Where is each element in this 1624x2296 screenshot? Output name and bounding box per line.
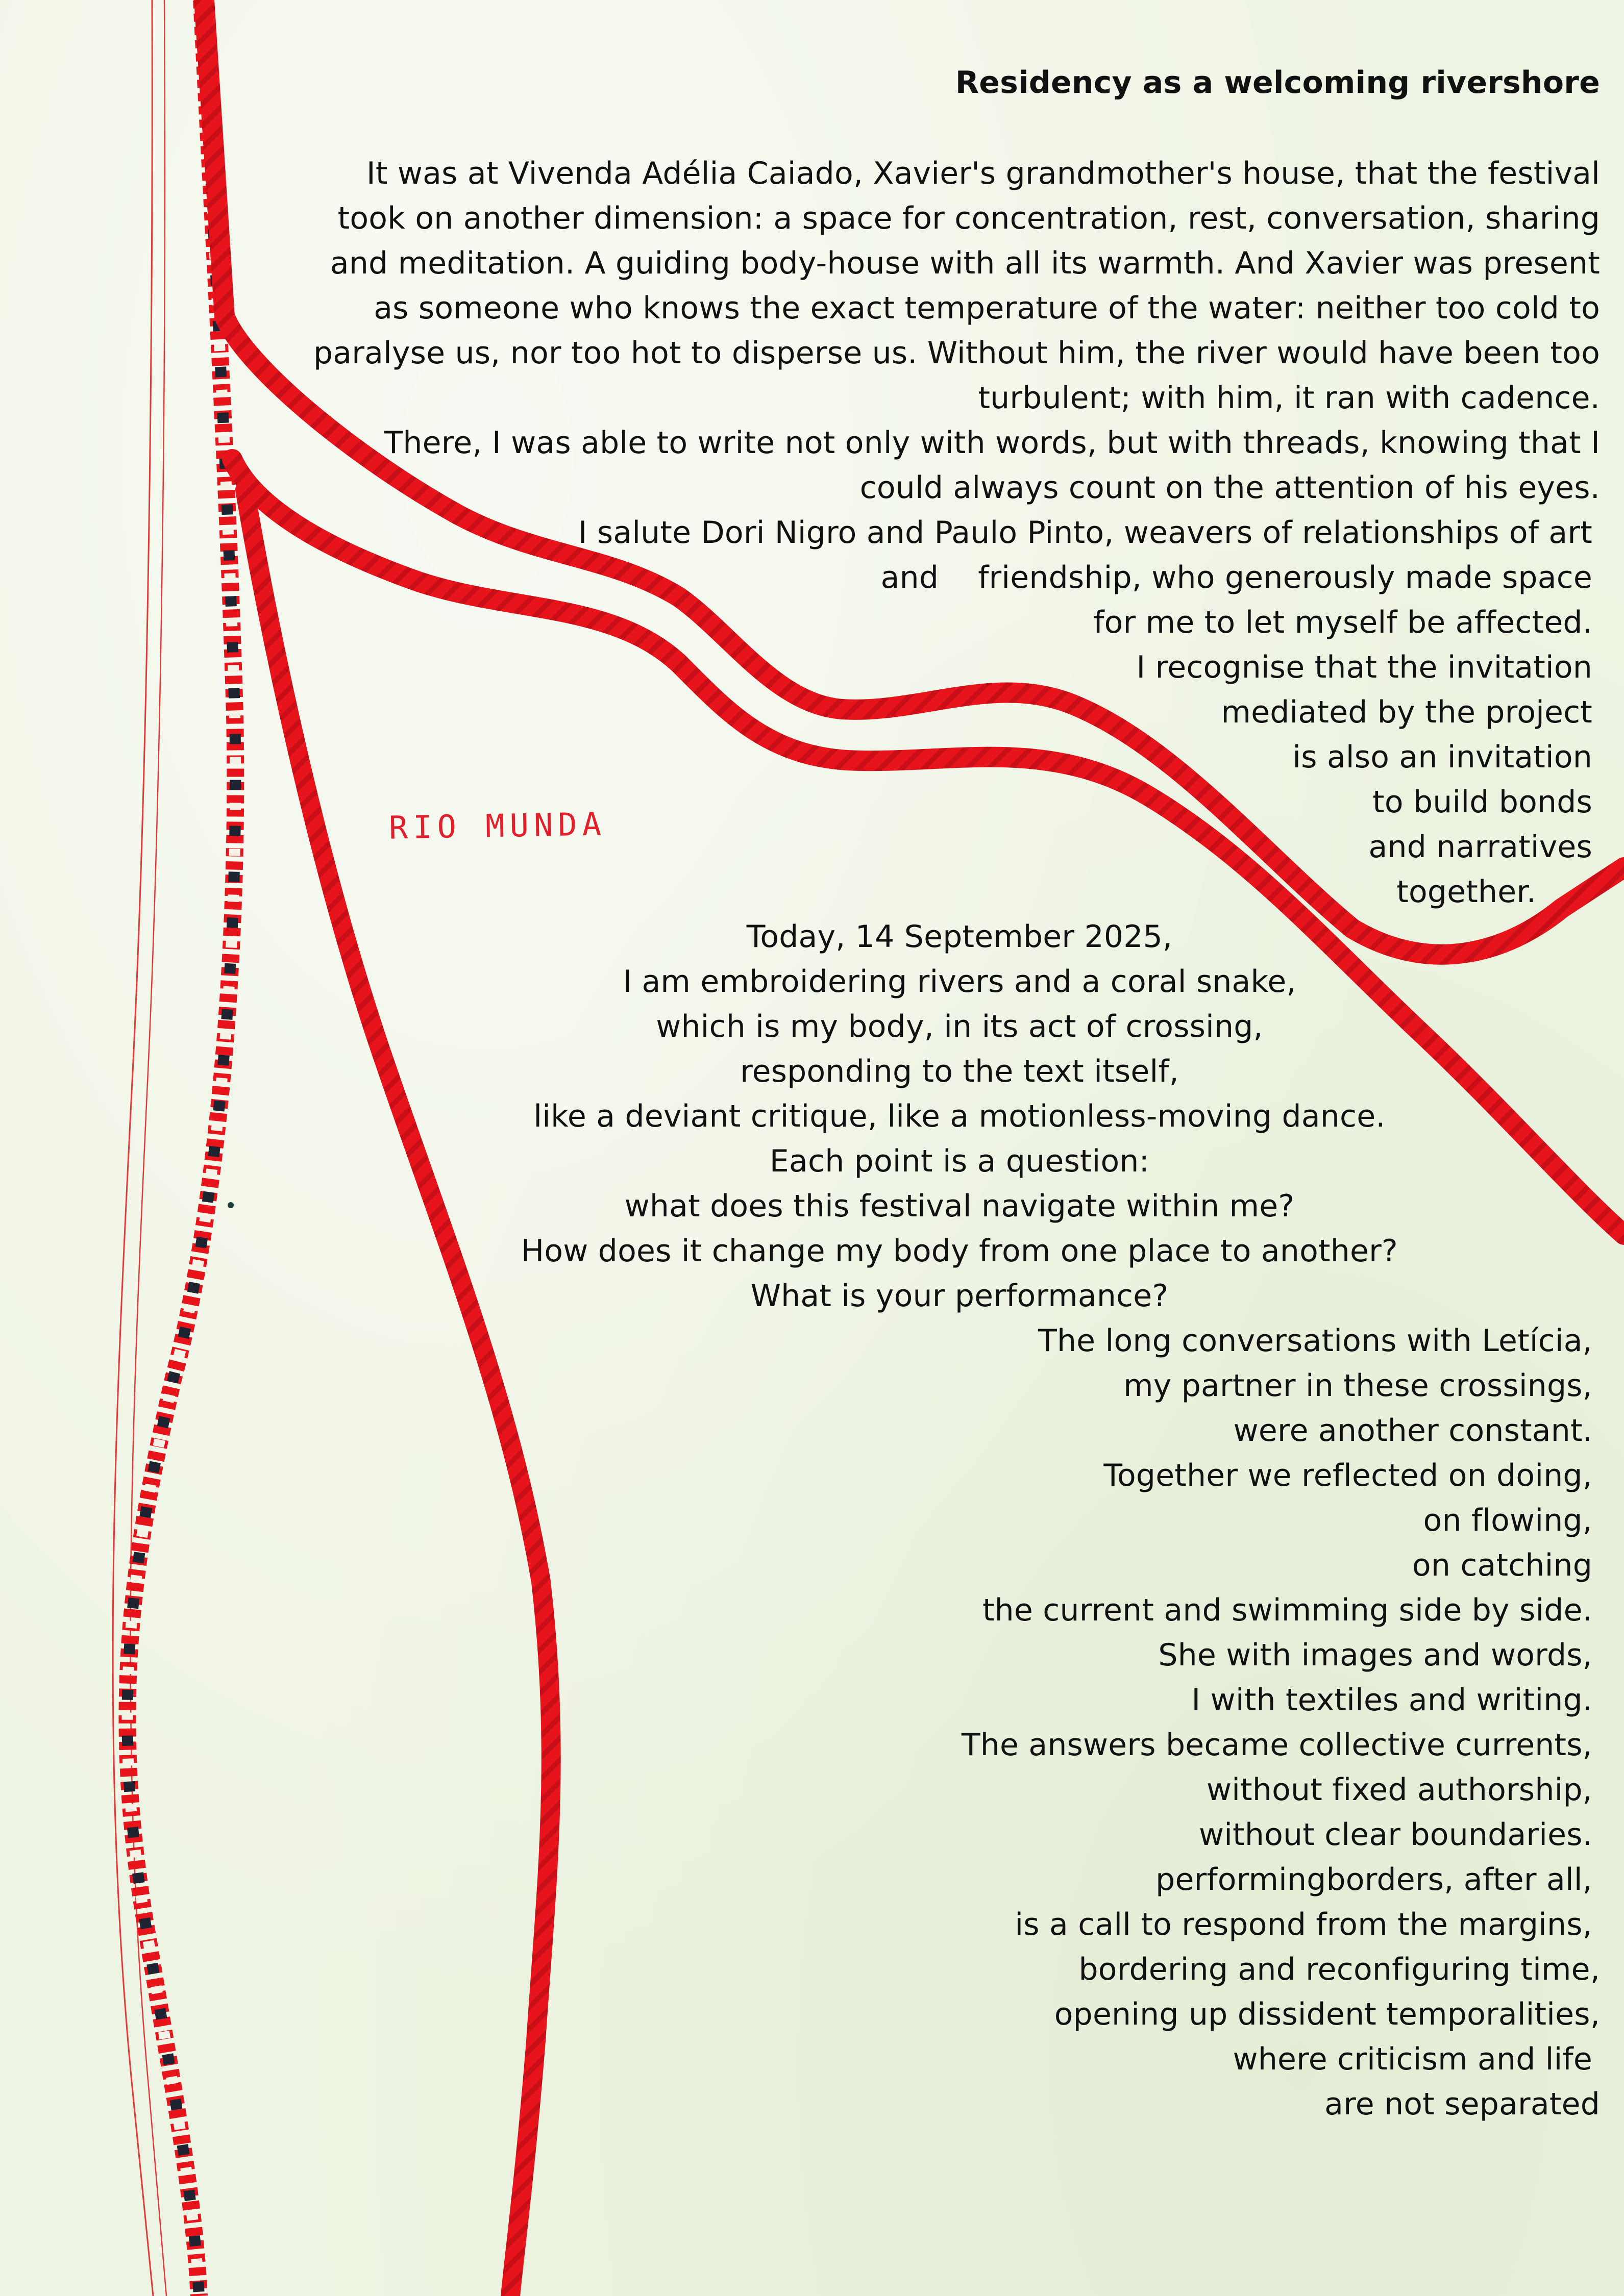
paragraph3-line: responding to the text itself, [740, 1054, 1179, 1089]
yarn-river-descending [245, 490, 551, 2296]
paragraph4-line: on flowing, [1423, 1503, 1592, 1538]
paragraph4-line: without fixed authorship, [1207, 1772, 1592, 1808]
paragraph2-line: and friendship, who generously made space [880, 560, 1592, 595]
paragraph2-line: for me to let myself be affected. [1093, 605, 1592, 640]
paragraph4-line: opening up dissident temporalities, [1054, 1996, 1600, 2032]
paragraph4-line: are not separated [1324, 2086, 1600, 2122]
paragraph4-line: Together we reflected on doing, [1103, 1458, 1592, 1493]
paragraph3-line: I am embroidering rivers and a coral snake, [623, 964, 1296, 1000]
paragraph1-line: took on another dimension: a space for concentration, rest, conversation, sharing [337, 201, 1600, 236]
paragraph4-line: The answers became collective currents, [961, 1727, 1592, 1763]
paragraph2-line: together. [1396, 874, 1536, 910]
paragraph3-line: what does this festival navigate within me? [624, 1188, 1295, 1224]
paragraph2-line: to build bonds [1372, 784, 1592, 820]
paragraph1-line: There, I was able to write not only with words, but with threads, knowing that I [384, 425, 1600, 461]
stitch-dot [228, 1202, 234, 1208]
paragraph3-line: Today, 14 September 2025, [746, 919, 1173, 955]
paragraph1-line: paralyse us, nor too hot to disperse us. Without him, the river would have been too [313, 335, 1600, 371]
paragraph4-line: She with images and words, [1158, 1637, 1592, 1673]
paragraph3-line: which is my body, in its act of crossing, [656, 1009, 1263, 1044]
paragraph3-line: What is your performance? [750, 1278, 1169, 1314]
paragraph2-line: I recognise that the invitation [1136, 650, 1592, 685]
paragraph4-line: where criticism and life [1233, 2041, 1592, 2077]
page-title: Residency as a welcoming rivershore [955, 65, 1600, 101]
paragraph2-line: mediated by the project [1221, 694, 1592, 730]
paragraph4-line: without clear boundaries. [1199, 1817, 1592, 1853]
paragraph4-line: on catching [1412, 1548, 1592, 1583]
thin-stitch-line-inner [131, 0, 166, 2296]
paragraph4-line: my partner in these crossings, [1123, 1368, 1592, 1404]
paragraph4-line: bordering and reconfiguring time, [1078, 1952, 1600, 1987]
paragraph1-line: It was at Vivenda Adélia Caiado, Xavier's grandmother's house, that the festival [366, 156, 1600, 191]
paragraph2-line: is also an invitation [1292, 739, 1592, 775]
paragraph3-line: Each point is a question: [769, 1143, 1150, 1179]
paragraph1-line: turbulent; with him, it ran with cadence. [978, 380, 1600, 416]
paragraph2-line: I salute Dori Nigro and Paulo Pinto, weavers of relationships of art [578, 515, 1592, 551]
paragraph3-line: How does it change my body from one place to another? [521, 1233, 1398, 1269]
paragraph4-line: were another constant. [1233, 1413, 1592, 1449]
paragraph4-line: the current and swimming side by side. [982, 1592, 1592, 1628]
thin-stitch-line-outer [113, 0, 153, 2296]
paragraph4-line: performingborders, after all, [1155, 1862, 1592, 1898]
paragraph4-line: I with textiles and writing. [1191, 1682, 1592, 1718]
paragraph2-line: and narratives [1368, 829, 1592, 865]
paragraph1-line: as someone who knows the exact temperature of the water: neither too cold to [374, 290, 1600, 326]
paragraph4-line: The long conversations with Letícia, [1038, 1323, 1592, 1359]
rio-munda-embroidered-label: RIO MUNDA [388, 805, 607, 846]
paragraph3-line: like a deviant critique, like a motionless-moving dance. [533, 1099, 1386, 1134]
paragraph4-line: is a call to respond from the margins, [1015, 1907, 1592, 1942]
paragraph1-line: could always count on the attention of his eyes. [859, 470, 1600, 506]
paragraph1-line: and meditation. A guiding body-house with all its warmth. And Xavier was present [330, 245, 1600, 281]
